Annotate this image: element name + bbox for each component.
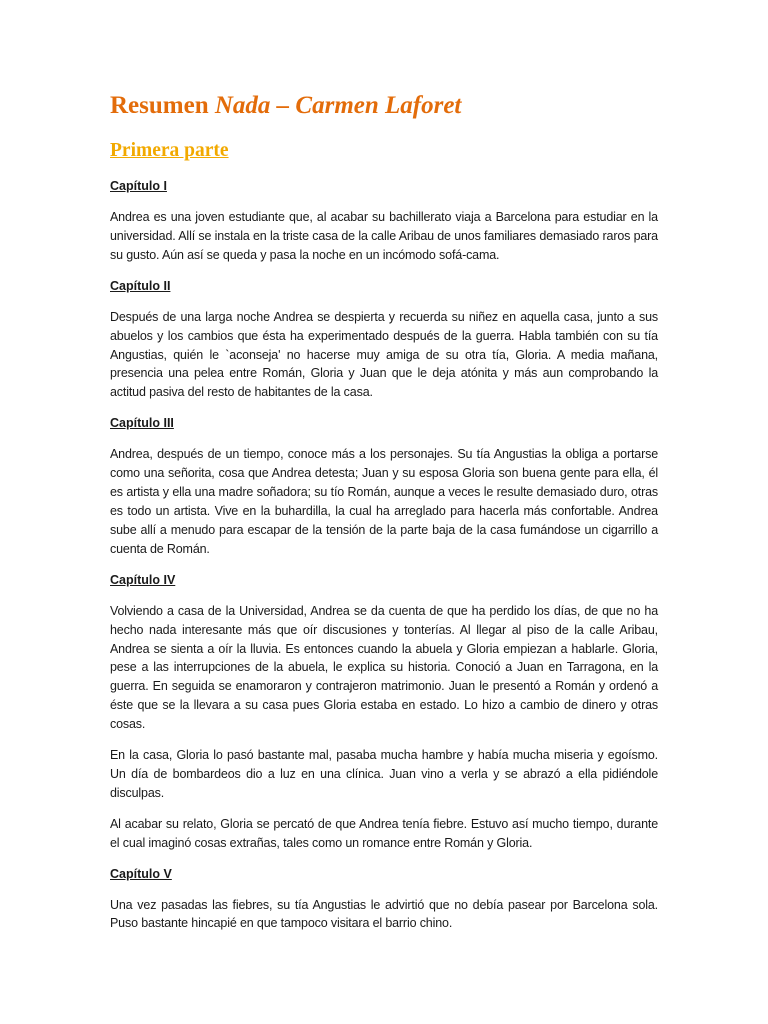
chapter-4-paragraph-2: En la casa, Gloria lo pasó bastante mal, pasaba mucha hambre y había mucha miseria y egoísmo. Un día de bombardeos dio a luz en una clínica. Juan vino a verla y se abrazó a ella pidiéndole disculpas. bbox=[110, 748, 658, 800]
document-title bbox=[110, 88, 658, 124]
title-prefix: Resumen bbox=[110, 92, 215, 119]
chapter-4-paragraph-3: Al acabar su relato, Gloria se percató de que Andrea tenía fiebre. Estuvo así mucho tiempo, durante el cual imaginó cosas extrañas, tales como un romance entre Román y Gloria. bbox=[110, 816, 658, 850]
chapter-heading-5: Capítulo V bbox=[110, 866, 172, 881]
chapter-heading-2: Capítulo II bbox=[110, 278, 171, 293]
chapter-3-paragraph-1: Andrea, después de un tiempo, conoce más a los personajes. Su tía Angustias la obliga a portarse como una señorita, cosa que Andrea detesta; Juan y su esposa Gloria son buena gente para ella, él es artista y ella una madre soñadora; su tío Román, aunque a veces le resulte demasiado duro, otras es todo un artista. Vive en la buhardilla, la cual ha arreglado para hacerla más confortable. Andrea sube allí a menudo para escapar de la tensión de la parte baja de la casa fumándose un cigarrillo a cuenta de Román. bbox=[110, 447, 658, 556]
chapter-heading-4: Capítulo IV bbox=[110, 572, 176, 587]
title-book-author: Nada – Carmen Laforet bbox=[214, 92, 462, 119]
chapter-2-paragraph-1: Después de una larga noche Andrea se despierta y recuerda su niñez en aquella casa, junto a sus abuelos y los cambios que ésta ha experimentado después de la guerra. Habla también con su tía Angustias, quién le `aconseja' no hacerse muy amiga de su otra tía, Gloria. A media mañana, presencia una pelea entre Román, Gloria y Juan que le deja atónita y más aun comprobando la actitud pasiva del resto de habitantes de la casa. bbox=[110, 309, 658, 400]
part-heading: Primera parte bbox=[110, 140, 229, 161]
chapter-heading-3: Capítulo III bbox=[110, 416, 174, 431]
chapter-4-paragraph-1: Volviendo a casa de la Universidad, Andrea se da cuenta de que ha perdido los días, de que no ha hecho nada interesante más que oír discusiones y tonterías. Al llegar al piso de la calle Aribau, Andrea se sienta a oír la lluvia. Es entonces cuando la abuela y Gloria empiezan a hablarle. Gloria, pese a las interrupciones de la abuela, le explica su historia. Conoció a Juan en Tarragona, en la guerra. En seguida se enamoraron y contrajeron matrimonio. Juan le presentó a Román y ordenó a éste que se la llevara a su casa pues Gloria estaba en estado. Lo hizo a cambio de dinero y otras cosas. bbox=[110, 603, 658, 732]
chapter-1-paragraph-1: Andrea es una joven estudiante que, al acabar su bachillerato viaja a Barcelona para estudiar en la universidad. Allí se instala en la triste casa de la calle Aribau de unos familiares demasiado raros para su gusto. Aún así se queda y pasa la noche en un incómodo sofá-cama. bbox=[110, 210, 658, 262]
document-page bbox=[110, 88, 658, 945]
chapter-5-paragraph-1: Una vez pasadas las fiebres, su tía Angustias le advirtió que no debía pasear por Barcelona sola. Puso bastante hincapié en que tampoco visitara el barrio chino. bbox=[110, 897, 658, 931]
chapter-heading-1: Capítulo I bbox=[110, 179, 167, 193]
